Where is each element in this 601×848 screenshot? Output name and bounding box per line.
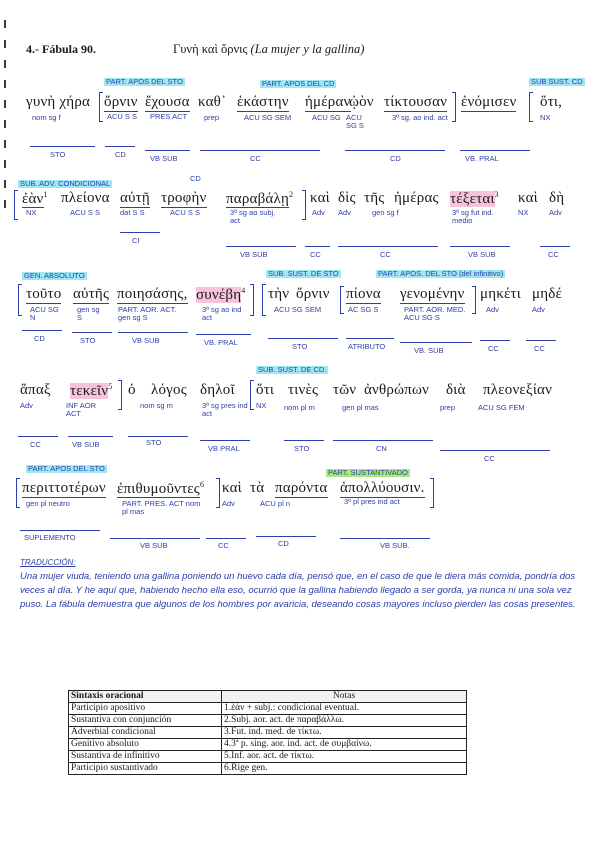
greek-word: αὐτῆς <box>73 286 110 302</box>
morph-label: gen pl neutro <box>26 499 70 508</box>
footnote-mark: 4 <box>241 286 246 295</box>
fable-title <box>173 42 364 57</box>
syntax-line <box>18 436 58 437</box>
margin-mark <box>4 140 6 148</box>
greek-word: τινὲς <box>288 382 319 398</box>
bracket <box>262 284 266 316</box>
greek-word <box>226 190 293 208</box>
greek-word: αὐτῇ <box>120 190 150 206</box>
margin-mark <box>4 120 6 128</box>
morph-label: gen pl mas <box>342 403 379 412</box>
table-row <box>69 715 467 727</box>
greek-word: δὶς <box>338 190 356 206</box>
table-cell: 3.Fut. ind. med. de τίκτω. <box>222 727 467 739</box>
morph-label: 3ª sg fut ind. medio <box>452 208 494 225</box>
spanish-title: (La mujer y la gallina) <box>250 42 365 56</box>
function-label: CD <box>34 334 45 343</box>
morph-label: Adv <box>486 305 499 314</box>
bracket <box>118 380 122 410</box>
footnote-mark: 5 <box>108 382 113 391</box>
morph-label: NX <box>256 401 267 410</box>
greek-word: ἐνόμισεν <box>461 94 517 110</box>
syntax-line <box>200 440 250 441</box>
greek-word: ποιησάσης, <box>117 286 188 302</box>
translation-text: Una mujer viuda, teniendo una gallina poniendo un huevo cada día, pensó que, en el caso de que le diera más comida, pondría dos veces al día. Y he aquí que, habiendo hecho ella eso, ocurrió que la gallina habiendo llegado a ser gorda, ya nunca ni una sola vez puso. La fábula demuestra que algunos de los hombres por avaricia, deseando cosas mayores incluso pierden las cosas presentes. <box>20 571 576 610</box>
function-label: ATRIBUTO <box>348 342 386 351</box>
greek-word: ὄρνιν <box>296 286 330 302</box>
greek-word: τροφὴν <box>161 190 207 206</box>
morph-label: Adv <box>532 305 545 314</box>
table-cell: Sustantiva de infinitivo <box>69 751 222 763</box>
greek-word: ᾠὸν <box>349 94 374 110</box>
syntax-line <box>340 538 430 539</box>
table-header: Notas <box>222 691 467 703</box>
function-label: CD <box>115 150 126 159</box>
morph-label: Adv <box>312 208 325 217</box>
function-label: VB SUB. <box>380 541 410 550</box>
notes-table <box>68 690 467 775</box>
morph-label: ACU SG S <box>346 113 364 130</box>
morph-label: gen sg S <box>77 305 100 322</box>
table-cell: 5.Inf. aor. act. de τίκτω. <box>222 751 467 763</box>
morph-label: NX <box>518 208 529 217</box>
function-label: VB SUB <box>72 440 100 449</box>
syntax-line <box>196 334 251 335</box>
footnote-mark: 1 <box>43 190 48 199</box>
table-cell: Sustantiva con conjunción <box>69 715 222 727</box>
greek-word <box>450 190 499 208</box>
tag-sub-sust-cd: SUB SUST. CD <box>531 77 583 86</box>
table-cell: 2.Subj. aor. act. de παραβάλλω. <box>222 715 467 727</box>
syntax-line <box>450 246 510 247</box>
page-title: 4.- Fábula 90. <box>26 42 97 56</box>
greek-word: δὴ <box>549 190 565 206</box>
function-label: STO <box>292 342 308 351</box>
tag-part-sustantivado: PART. SUSTANTIVADO <box>328 468 408 477</box>
table-cell: Participio apositivo <box>69 703 222 715</box>
morph-label: nom sg m <box>140 401 173 410</box>
tag-gen-absoluto: GEN. ABSOLUTO <box>24 271 85 280</box>
morph-label: ACU SG SEM <box>244 113 292 122</box>
greek-word <box>117 480 204 498</box>
function-label: VB SUB <box>140 541 168 550</box>
morph-label: ACU S S <box>70 208 101 217</box>
table-header-row <box>69 691 467 703</box>
table-row <box>69 703 467 715</box>
greek-word: καὶ <box>222 480 242 496</box>
bracket <box>472 286 476 314</box>
syntax-line <box>540 246 570 247</box>
syntax-line <box>345 150 445 151</box>
greek-word: ὄρνιν <box>104 94 138 110</box>
syntax-line <box>480 340 510 341</box>
translation-heading: TRADUCCIÓN: <box>20 558 76 567</box>
morph-label: gen sg f <box>372 208 399 217</box>
function-label: CD <box>278 539 289 548</box>
greek-word: τίκτουσαν <box>384 94 448 110</box>
morph-label: ACU SG N <box>30 305 59 322</box>
morph-label: NX <box>540 113 551 122</box>
morph-label: prep <box>204 113 220 122</box>
function-label: CD <box>390 154 401 163</box>
greek-word: μηδέ <box>532 286 563 302</box>
greek-word: περιττοτέρων <box>22 480 106 496</box>
syntax-line <box>120 232 160 233</box>
function-label: VB SUB <box>132 336 160 345</box>
greek-word: ὅτι, <box>540 94 563 110</box>
footnote-mark: 3 <box>494 190 499 199</box>
table-cell: Participio sustantivado <box>69 763 222 775</box>
function-label: STO <box>294 444 310 453</box>
greek-word: ὅτι <box>256 382 275 398</box>
footnote-mark: 6 <box>199 480 205 489</box>
function-label: VB SUB <box>240 250 268 259</box>
greek-word <box>70 382 112 400</box>
syntax-line <box>268 338 338 339</box>
greek-word: διὰ <box>446 382 466 398</box>
greek-word: δηλοῖ <box>200 382 235 398</box>
bracket <box>18 284 22 316</box>
tag-part-apos-cd: PART. APOS DEL CD <box>262 79 335 88</box>
morph-label: Adv <box>549 208 562 217</box>
function-label: CC <box>484 454 495 463</box>
morph-label: ACU SG FEM <box>478 403 525 412</box>
greek-word: πλείονα <box>61 190 110 206</box>
tag-sub-adv-condicional: SUB. ADV. CONDICIONAL <box>20 179 111 188</box>
greek-word: ἡμέρας <box>394 190 439 206</box>
greek-word: παρόντα <box>275 480 328 496</box>
morph-label: 3ª sg ao ind act <box>202 305 242 322</box>
syntax-line <box>118 332 188 333</box>
syntax-line <box>72 332 112 333</box>
morph-label: 3ª sg ao subj. act <box>230 208 276 225</box>
syntax-line <box>346 338 394 339</box>
bracket <box>99 92 103 122</box>
bracket <box>250 380 254 410</box>
margin-mark <box>4 180 6 188</box>
table-header: Sintaxis oracional <box>69 691 222 703</box>
morph-label: 3ª sg pres ind act <box>202 401 248 418</box>
morph-label: PART. AOR. MED. ACU SG S <box>404 305 466 322</box>
morph-label: 3º sg. ao ind. act <box>392 113 448 122</box>
morph-label: Adv <box>20 401 33 410</box>
morph-label: nom pl m <box>284 403 315 412</box>
syntax-line <box>284 440 324 441</box>
greek-word: τῶν <box>333 382 357 398</box>
tag-sub-sust-cd: SUB. SUST. DE CD. <box>258 365 327 374</box>
syntax-line <box>256 536 316 537</box>
morph-label: Adv <box>222 499 235 508</box>
morph-label: nom sg f <box>32 113 61 122</box>
greek-title: Γυνὴ καὶ ὄρνις <box>173 42 248 56</box>
bracket <box>452 92 456 122</box>
syntax-line <box>145 150 190 151</box>
greek-word: γενομένην <box>400 286 465 302</box>
syntax-line <box>440 450 550 451</box>
word-text: παραβάλῃ <box>226 191 289 207</box>
morph-label: Adv <box>338 208 351 217</box>
greek-word: καὶ <box>518 190 538 206</box>
morph-label: 3ª pl pres ind act <box>344 497 400 506</box>
greek-word: μηκέτι <box>480 286 522 302</box>
bracket <box>216 478 220 508</box>
greek-word: καθ᾿ <box>198 94 227 110</box>
syntax-line <box>526 340 556 341</box>
morph-label: PRES ACT <box>150 112 188 121</box>
margin-mark <box>4 40 6 48</box>
syntax-line <box>338 246 438 247</box>
morph-label: INF AOR ACT <box>66 401 97 418</box>
syntax-line <box>305 246 330 247</box>
morph-label: ACU SG <box>312 113 341 122</box>
function-label: VB. PRAL <box>465 154 499 163</box>
greek-word <box>22 190 48 208</box>
morph-label: ACU SG SEM <box>274 305 322 314</box>
greek-word: ἀπολλύουσιν. <box>340 480 425 496</box>
table-cell: 1.ἐὰν + subj.: condicional eventual. <box>222 703 467 715</box>
morph-label: dat S S <box>120 208 145 217</box>
tag-sub-sust-sto: SUB. SUST. DE STO <box>268 269 339 278</box>
translation-block <box>20 556 595 612</box>
function-label: CC <box>534 344 545 353</box>
function-label: VB SUB <box>150 154 178 163</box>
margin-mark <box>4 200 6 208</box>
word-text: τέξεται <box>450 191 495 207</box>
bracket <box>250 284 254 316</box>
syntax-line <box>105 146 135 147</box>
morph-label: PART. PRES. ACT nom pl mas <box>122 499 201 516</box>
bracket <box>16 478 20 508</box>
syntax-line <box>110 538 200 539</box>
table-cell: Adverbial condicional <box>69 727 222 739</box>
bracket <box>14 190 18 220</box>
tag-part-apos-sto: PART. APOS DEL STO <box>28 464 105 473</box>
syntax-line <box>30 146 95 147</box>
function-label: CC <box>488 344 499 353</box>
table-cell: 4.3ª p. sing. aor. ind. act. de συμβαίνω. <box>222 739 467 751</box>
function-label: VB PRAL <box>208 444 240 453</box>
greek-word <box>196 286 245 304</box>
table-cell: 6.Rige gen. <box>222 763 467 775</box>
greek-word: τοῦτο <box>26 286 62 302</box>
greek-word: ὁ <box>128 382 136 398</box>
morph-label: ACU S S <box>170 208 201 217</box>
syntax-line <box>128 436 188 437</box>
greek-word: καὶ <box>310 190 330 206</box>
syntax-line <box>20 530 100 531</box>
greek-word: ἑκάστην <box>237 94 289 110</box>
table-row <box>69 739 467 751</box>
greek-word: ἔχουσα <box>145 94 190 110</box>
morph-label: ACU pl n <box>260 499 291 508</box>
function-label: STO <box>146 438 162 447</box>
word-text: ἐὰν <box>22 191 44 207</box>
function-label: STO <box>50 150 66 159</box>
syntax-line <box>206 538 246 539</box>
syntax-line <box>226 246 296 247</box>
table-row <box>69 751 467 763</box>
morph-label: ACU S S <box>107 112 138 121</box>
margin-mark <box>4 60 6 68</box>
syntax-line <box>400 342 472 343</box>
tag-cd: CD <box>190 174 201 183</box>
greek-word: λόγος <box>151 382 187 398</box>
margin-mark <box>4 160 6 168</box>
tag-part-apos-infinitivo: PART. APOS. DEL STO (del infinitivo) <box>378 269 504 278</box>
greek-word: τὴν <box>268 286 290 302</box>
greek-word: ἅπαξ <box>20 382 51 398</box>
function-label: CC <box>380 250 391 259</box>
function-label: CC <box>218 541 229 550</box>
function-label: CC <box>250 154 261 163</box>
bracket <box>430 478 434 508</box>
morph-label: PART. AOR. ACT. gen sg S <box>118 305 177 322</box>
table-cell: Genitivo absoluto <box>69 739 222 751</box>
function-label: VB. SUB <box>414 346 444 355</box>
greek-word: πλεονεξίαν <box>483 382 553 398</box>
function-label: CC <box>310 250 321 259</box>
greek-word: ἡμέραν <box>305 94 351 110</box>
greek-word: ἀνθρώπων <box>364 382 430 398</box>
greek-word: πίονα <box>346 286 381 302</box>
syntax-line <box>22 330 62 331</box>
margin-mark <box>4 100 6 108</box>
bracket <box>529 92 533 122</box>
function-label: CN <box>376 444 387 453</box>
morph-label: prep <box>440 403 456 412</box>
morph-label: NX <box>26 208 37 217</box>
function-label: VB. PRAL <box>204 338 238 347</box>
syntax-line <box>68 436 113 437</box>
function-label: CI <box>132 236 140 245</box>
table-row <box>69 727 467 739</box>
function-label: STO <box>80 336 96 345</box>
syntax-line <box>333 440 433 441</box>
greek-word: τῆς <box>364 190 385 206</box>
margin-mark <box>4 20 6 28</box>
greek-word: τὰ <box>250 480 265 496</box>
margin-mark <box>4 80 6 88</box>
morph-label: AC SG S <box>348 305 379 314</box>
function-label: CC <box>548 250 559 259</box>
greek-word: γυνὴ χήρα <box>26 94 91 110</box>
word-text: συνέβη <box>196 287 242 303</box>
bracket <box>340 286 344 314</box>
syntax-line <box>200 150 320 151</box>
table-row <box>69 763 467 775</box>
bracket <box>302 190 306 220</box>
word-text: ἐπιθυμοῦντες <box>117 481 200 497</box>
function-label: CC <box>30 440 41 449</box>
tag-part-apos-sto: PART. APOS DEL STO <box>106 77 183 86</box>
syntax-line <box>460 150 530 151</box>
function-label: VB SUB <box>468 250 496 259</box>
word-text: τεκεῖν <box>70 383 109 399</box>
function-label: SUPLEMENTO <box>24 533 76 542</box>
footnote-mark: 2 <box>288 190 294 199</box>
